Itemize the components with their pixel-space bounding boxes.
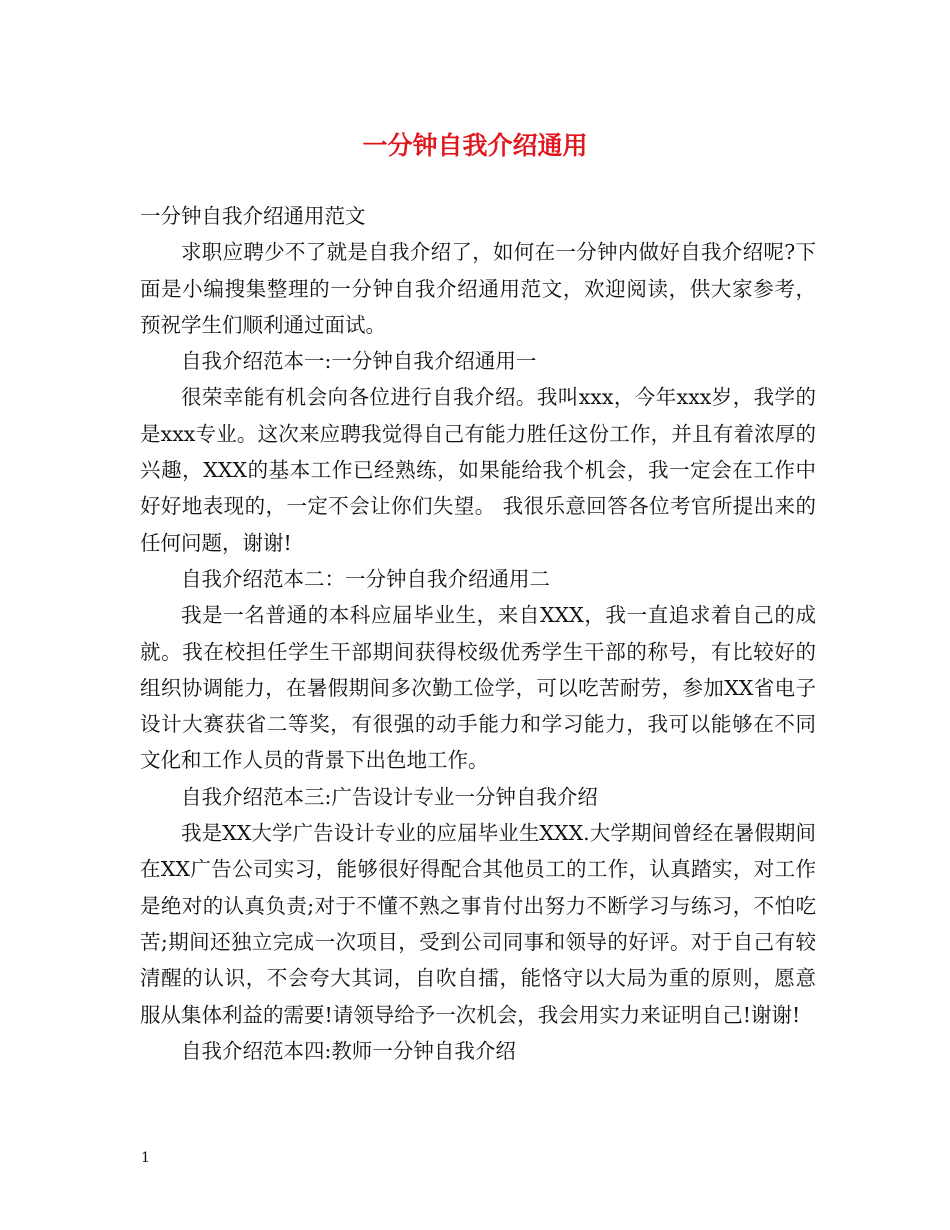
- intro-paragraph: 求职应聘少不了就是自我介绍了，如何在一分钟内做好自我介绍呢?下面是小编搜集整理的一分钟自我介绍通用范文，欢迎阅读，供大家参考，预祝学生们顺利通过面试。: [140, 240, 816, 337]
- section-paragraph-3: 我是XX大学广告设计专业的应届毕业生XXX.大学期间曾经在暑假期间在XX广告公司实习，能够很好得配合其他员工的工作，认真踏实，对工作是绝对的认真负责;对于不懂不熟之事肯付出努力不断学习与练习，不怕吃苦;期间还独立完成一次项目，受到公司同事和领导的好评。对于自己有较清醒的认识，不会夸大其词，自吹自擂，能恪守以大局为重的原则，愿意服从集体利益的需要!请领导给予一次机会，我会用实力来证明自己!谢谢!: [140, 821, 816, 1027]
- document-body: [140, 198, 816, 1069]
- page-title: 一分钟自我介绍通用: [362, 131, 588, 160]
- page-number: 1: [141, 1150, 150, 1166]
- section-heading-4: 自我介绍范本四:教师一分钟自我介绍: [181, 1038, 516, 1063]
- section-heading-3: 自我介绍范本三:广告设计专业一分钟自我介绍: [181, 784, 598, 809]
- section-heading-1: 自我介绍范本一:一分钟自我介绍通用一: [181, 349, 537, 374]
- section-heading-2: 自我介绍范本二：一分钟自我介绍通用二: [181, 566, 550, 591]
- subtitle-paragraph: 一分钟自我介绍通用范文: [140, 204, 366, 228]
- section-paragraph-1: 很荣幸能有机会向各位进行自我介绍。我叫xxx，今年xxx岁，我学的是xxx专业。这次来应聘我觉得自己有能力胜任这份工作，并且有着浓厚的兴趣，XXX的基本工作已经熟练，如果能给我个机会，我一定会在工作中好好地表现的，一定不会让你们失望。 我很乐意回答各位考官所提出来的任何问题，谢谢!: [140, 385, 816, 555]
- section-paragraph-2: 我是一名普通的本科应届毕业生，来自XXX，我一直追求着自己的成就。我在校担任学生干部期间获得校级优秀学生干部的称号，有比较好的组织协调能力，在暑假期间多次勤工俭学，可以吃苦耐劳，参加XX省电子设计大赛获省二等奖，有很强的动手能力和学习能力，我可以能够在不同文化和工作人员的背景下出色地工作。: [140, 603, 816, 773]
